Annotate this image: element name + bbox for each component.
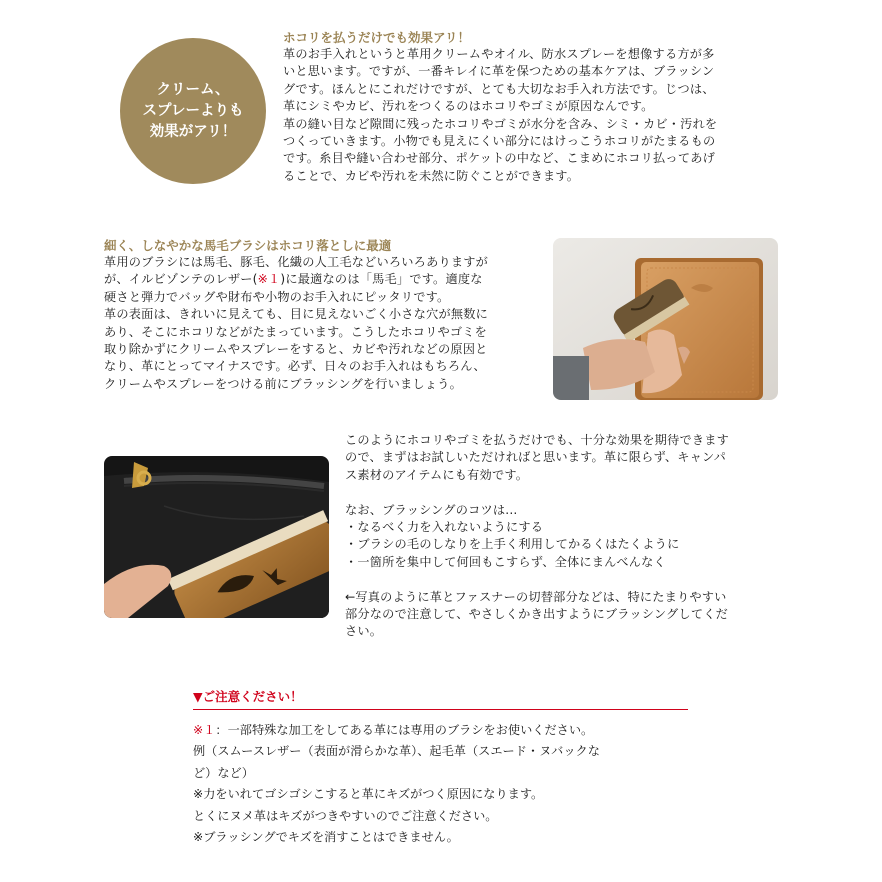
text-line: ど）など） bbox=[193, 765, 254, 780]
notice-body bbox=[193, 720, 600, 848]
text-line: このようにホコリやゴミを払うだけでも、十分な効果を期待できます bbox=[345, 433, 730, 447]
notice-title: ▼ご注意ください！ bbox=[193, 688, 688, 710]
text-line bbox=[345, 571, 729, 588]
badge-line: 効果がアリ！ bbox=[149, 123, 237, 140]
text-fragment: )に最適なのは「馬毛」です。適度な bbox=[280, 272, 483, 287]
text-line: です。糸目や縫い合わせ部分、ポケットの中など、こまめにホコリ払ってあげ bbox=[283, 151, 715, 166]
text-line bbox=[345, 484, 729, 501]
text-line: ることで、カビや汚れを未然に防ぐことができます。 bbox=[283, 168, 580, 183]
text-line: ※力をいれてゴシゴシこすると革にキズがつく原因になります。 bbox=[193, 787, 544, 802]
text-line bbox=[104, 271, 488, 288]
text-line: 例（スムースレザー（表面が滑らかな革）、起毛革（スエード・ヌバックな bbox=[193, 744, 600, 759]
text-line: ス素材のアイテムにも有効です。 bbox=[345, 467, 529, 482]
text-line: ・一箇所を集中して何回もこすらず、全体にまんべんなく bbox=[345, 554, 666, 569]
text-line: なお、ブラッシングのコツは... bbox=[345, 502, 518, 517]
text-line: あり、そこにホコリなどがたまっています。こうしたホコリやゴミを bbox=[104, 324, 488, 339]
section3-body bbox=[345, 432, 729, 641]
section1-heading: ホコリを払うだけでも効果アリ！ bbox=[283, 30, 471, 45]
badge-line: スプレーよりも bbox=[142, 102, 244, 119]
text-line: クリームやスプレーをつける前にブラッシングを行いましょう。 bbox=[104, 376, 462, 391]
text-line: 革にシミやカビ、汚れをつくるのはホコリやゴミが原因なんです。 bbox=[283, 99, 654, 114]
text-line: さい。 bbox=[345, 624, 383, 639]
text-line: ※ブラッシングでキズを消すことはできません。 bbox=[193, 830, 459, 845]
text-line bbox=[193, 720, 600, 741]
section2-body bbox=[104, 254, 488, 393]
section2-heading: 細く、しなやかな馬毛ブラシはホコリ落としに最適 bbox=[104, 238, 392, 253]
text-line: 硬さと弾力でバッグや財布や小物のお手入れにピッタリです。 bbox=[104, 289, 450, 304]
footnote-mark: ※１ bbox=[257, 272, 281, 287]
text-line: いと思います。ですが、一番キレイに革を保つための基本ケアは、ブラッシン bbox=[283, 64, 715, 79]
section1-body bbox=[283, 46, 717, 185]
text-fragment: ：一部特殊な加工をしてある革には専用のブラシをお使いください。 bbox=[215, 723, 594, 737]
footnote-mark: ※１ bbox=[193, 723, 216, 737]
text-line: 革用のブラシには馬毛、豚毛、化繊の人工毛などいろいろありますが bbox=[104, 255, 489, 269]
text-line: 革の表面は、きれいに見えても、目に見えないごく小さな穴が無数に bbox=[104, 307, 489, 322]
text-line: ・ブラシの毛のしなりを上手く利用してかるくはたくように bbox=[345, 537, 680, 552]
badge-line: クリーム、 bbox=[156, 81, 230, 98]
text-line: つくっていきます。小物でも見えにくい部分にはけっこうホコリがたまるもの bbox=[283, 134, 716, 149]
text-line: 部分なので注意して、やさしくかき出すようにブラッシングしてくだ bbox=[345, 607, 728, 622]
text-line: ・なるべく力を入れないようにする bbox=[345, 520, 544, 535]
text-line: グです。ほんとにこれだけですが、とても大切なお手入れ方法です。じつは、 bbox=[283, 81, 715, 96]
brushing-wallet-photo bbox=[553, 238, 778, 400]
text-line: とくにヌメ革はキズがつきやすいのでご注意ください。 bbox=[193, 808, 498, 823]
text-fragment: が、イルビゾンテのレザー( bbox=[104, 272, 258, 287]
text-line: ←写真のように革とファスナーの切替部分などは、特にたまりやすい bbox=[345, 589, 727, 604]
section-badge bbox=[120, 38, 266, 184]
text-line: 革の縫い目など隙間に残ったホコリやゴミが水分を含み、シミ・カビ・汚れを bbox=[283, 116, 718, 131]
text-line: 取り除かずにクリームやスプレーをすると、カビや汚れなどの原因と bbox=[104, 342, 488, 357]
text-line: ので、まずはお試しいただければと思います。革に限らず、キャンパ bbox=[345, 450, 726, 465]
text-line: なり、革にとってマイナスです。必ず、日々のお手入れはもちろん、 bbox=[104, 359, 486, 374]
text-line: 革のお手入れというと革用クリームやオイル、防水スプレーを想像する方が多 bbox=[283, 47, 715, 61]
brushing-bag-photo bbox=[104, 456, 329, 618]
